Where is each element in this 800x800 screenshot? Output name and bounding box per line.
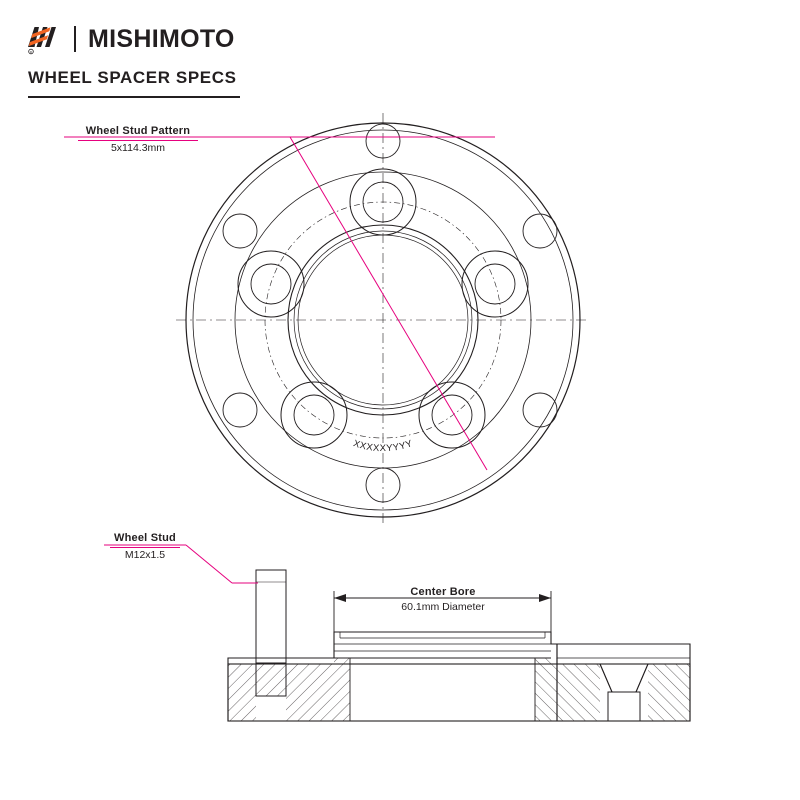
wheel-stud-part: [256, 570, 286, 696]
callout-center-bore-title: Center Bore: [410, 586, 476, 598]
callout-wheel-stud-value: M12x1.5: [124, 548, 166, 561]
callout-center-bore-value: 60.1mm Diameter: [401, 600, 485, 613]
engraved-part-marking: XXXXXYYYY: [351, 438, 415, 455]
brand-name: MISHIMOTO: [88, 24, 235, 53]
svg-text:R: R: [29, 50, 33, 54]
front-view: [64, 113, 590, 527]
callout-wheel-stud-pattern-title: Wheel Stud Pattern: [85, 125, 191, 137]
callout-wheel-stud-title: Wheel Stud: [114, 532, 176, 544]
center-bore-dimension: [334, 591, 551, 632]
section-view: [104, 545, 690, 721]
callout-wheel-stud-pattern-value: 5x114.3mm: [110, 141, 166, 154]
page-title: WHEEL SPACER SPECS: [28, 68, 237, 87]
